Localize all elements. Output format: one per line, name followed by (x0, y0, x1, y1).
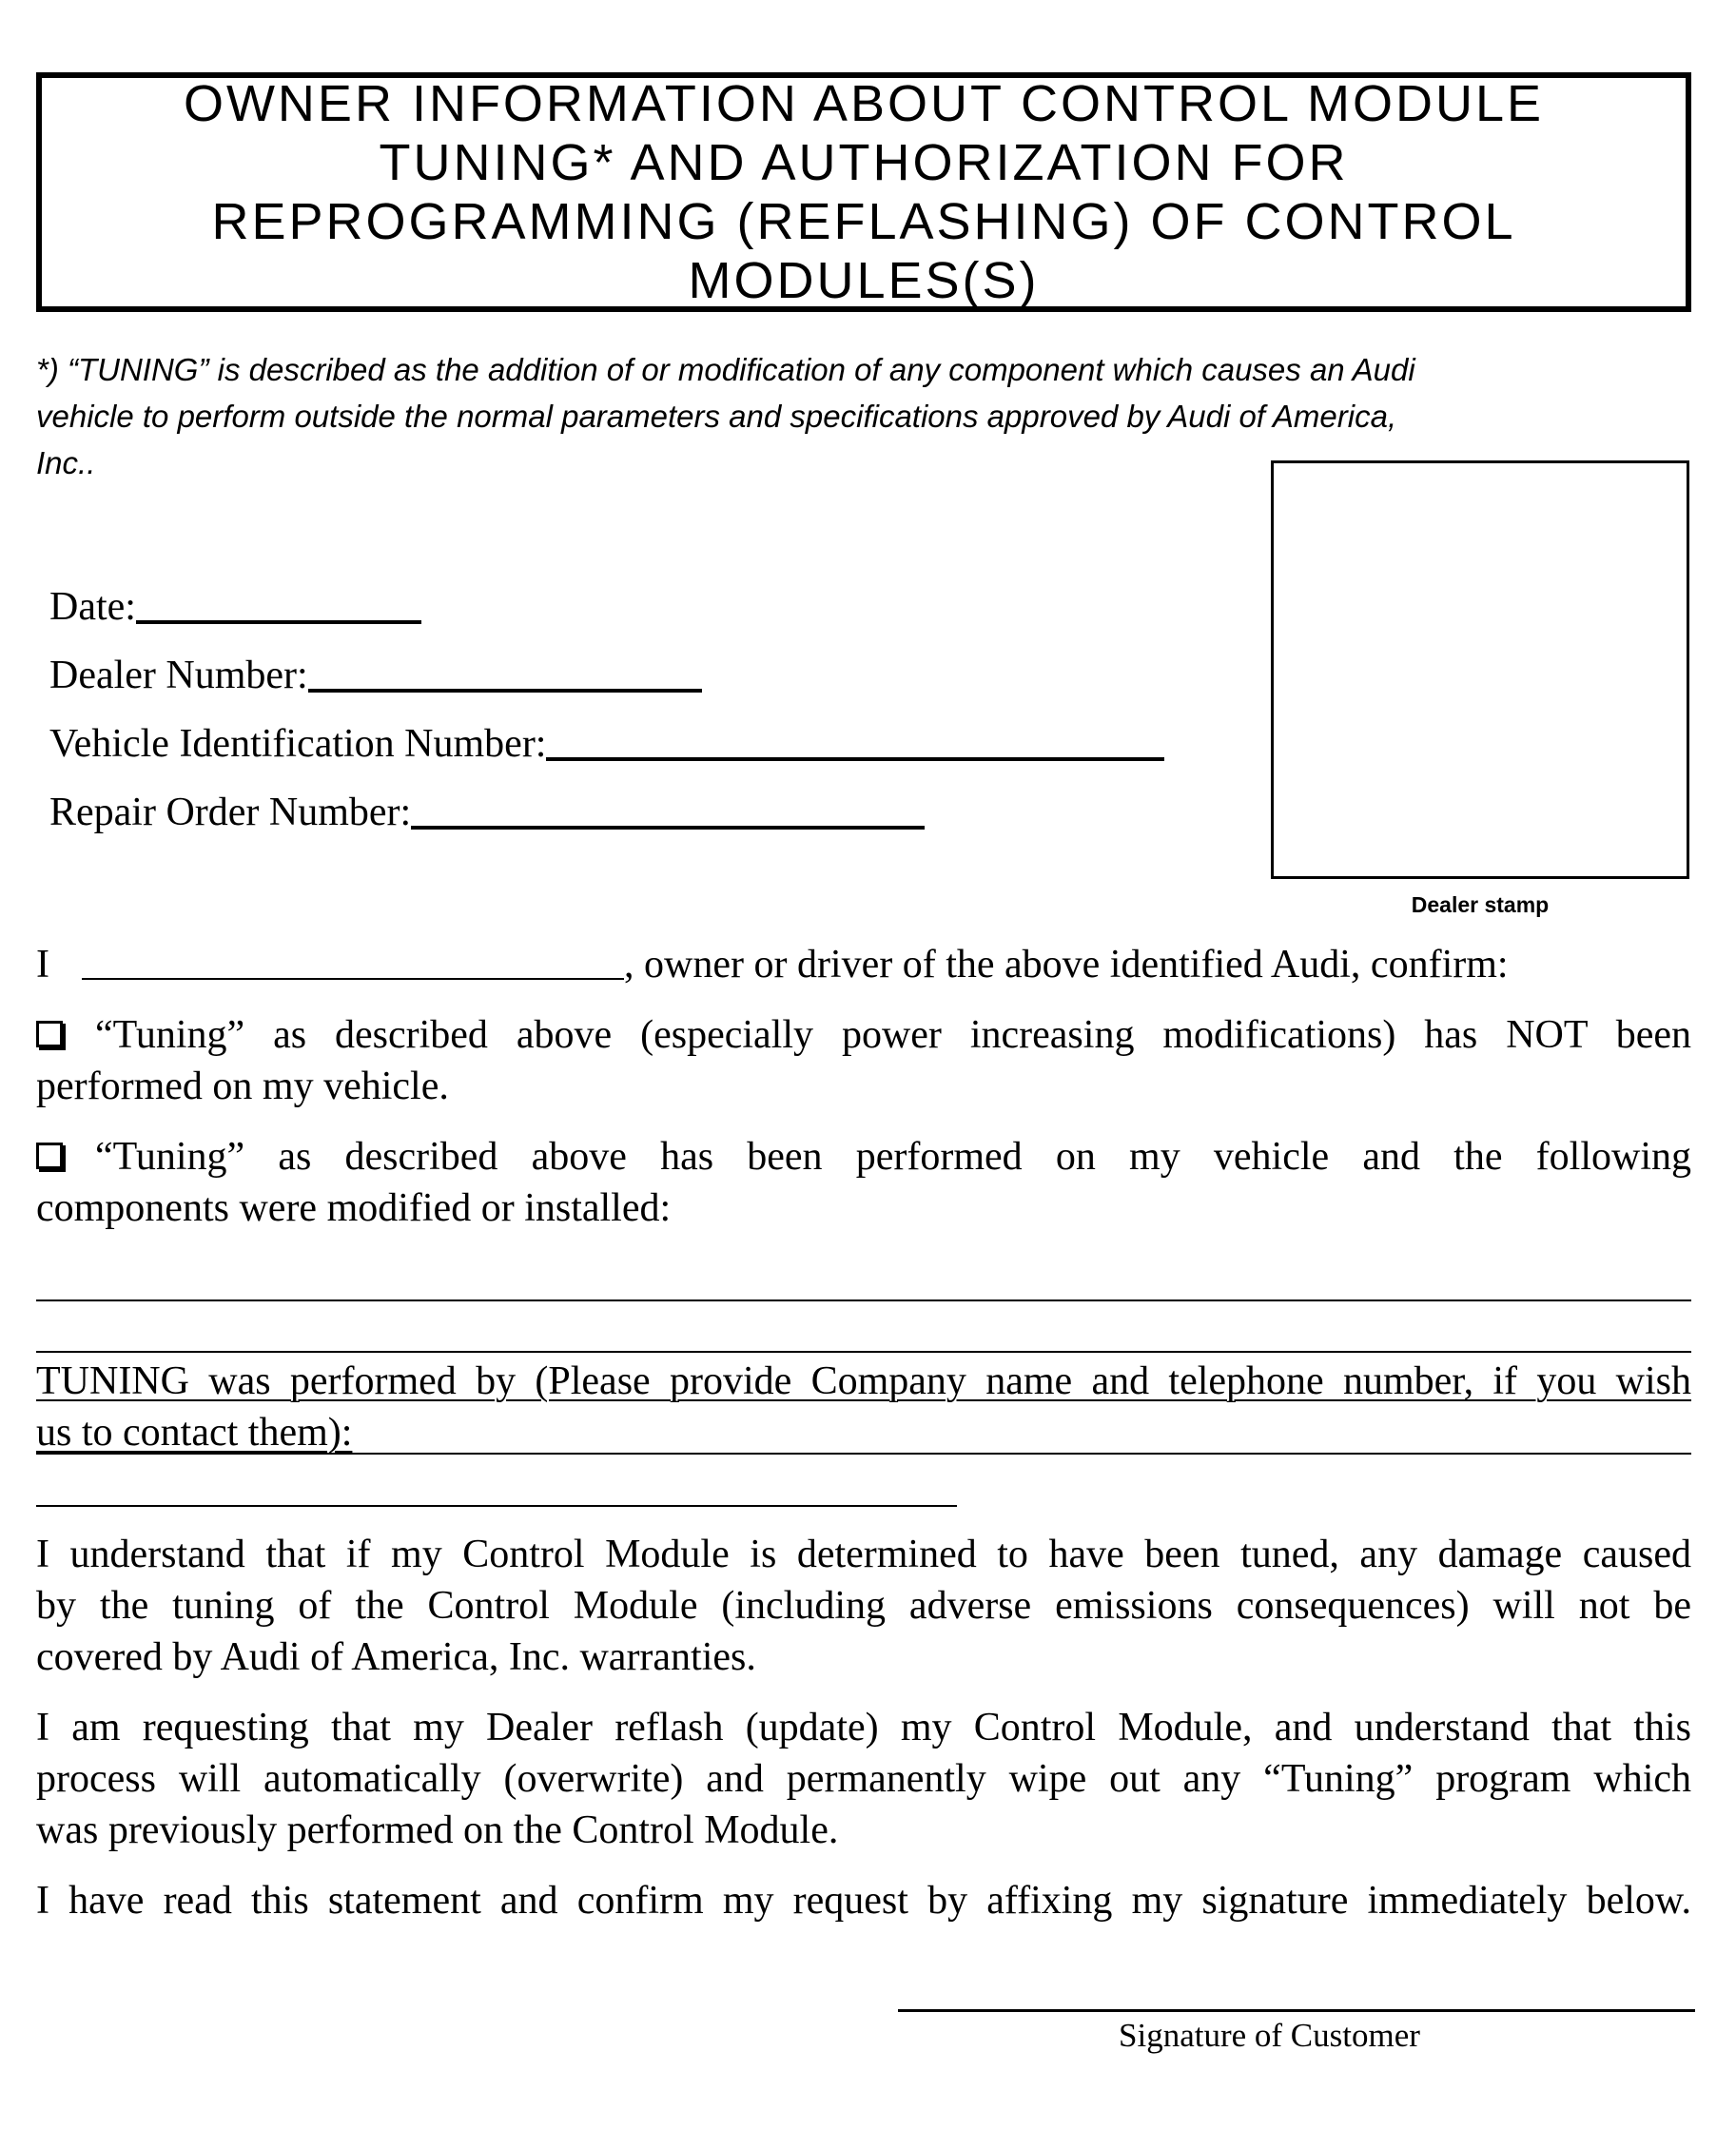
vin-field (49, 721, 1164, 767)
footnote-line: Inc.. (36, 445, 96, 480)
understand-paragraph-line: by the tuning of the Control Module (including adverse emissions consequences) will not be (36, 1584, 1691, 1628)
dealer-number-field (49, 653, 702, 698)
title-line: REPROGRAMMING (REFLASHING) OF CONTROL (211, 193, 1516, 250)
option-not-tuned (36, 1012, 1691, 1058)
owner-confirm (36, 942, 1509, 987)
form-title (36, 72, 1691, 312)
statement-paragraph: I have read this statement and confirm my request by affixing my signature immediately below. (36, 1879, 1691, 1923)
request-paragraph-line: I am requesting that my Dealer reflash (update) my Control Module, and understand that this (36, 1706, 1691, 1749)
dealer-stamp-box (1271, 460, 1689, 879)
confirm-prefix: I (36, 943, 49, 987)
option-not-tuned-text: “Tuning” as described above (especially power increasing modifications) has NOT been (95, 1013, 1691, 1057)
option-tuned-text: “Tuning” as described above has been performed on my vehicle and the following (95, 1135, 1691, 1179)
option-tuned (36, 1134, 1691, 1180)
tuned-checkbox[interactable] (36, 1143, 63, 1169)
tuning-company-input-line[interactable] (36, 1505, 957, 1507)
components-input-line[interactable] (36, 1299, 1691, 1301)
dealer-stamp-label: Dealer stamp (1411, 892, 1550, 917)
repair-order-input-line[interactable] (411, 825, 925, 830)
option-not-tuned-line2: performed on my vehicle. (36, 1065, 449, 1108)
repair-order-label: Repair Order Number: (49, 791, 412, 834)
signature-label: Signature of Customer (1119, 2017, 1420, 2054)
title-line: MODULES(S) (688, 252, 1040, 309)
title-line: OWNER INFORMATION ABOUT CONTROL MODULE (183, 75, 1545, 132)
request-paragraph-line: process will automatically (overwrite) and permanently wipe out any “Tuning” program which (36, 1757, 1691, 1801)
title-line: TUNING* AND AUTHORIZATION FOR (379, 134, 1349, 191)
date-label: Date: (49, 585, 136, 629)
tuning-performed-by-line2: us to contact them): (36, 1411, 353, 1455)
date-input-line[interactable] (136, 619, 421, 624)
dealer-number-input-line[interactable] (308, 688, 702, 693)
understand-paragraph-line: I understand that if my Control Module is determined to have been tuned, any damage caused (36, 1533, 1691, 1576)
components-input-line[interactable] (36, 1351, 1691, 1353)
vin-label: Vehicle Identification Number: (49, 722, 547, 766)
date-field (49, 584, 421, 630)
tuning-company-input-line[interactable] (36, 1453, 1691, 1455)
confirm-suffix: , owner or driver of the above identified Audi, confirm: (624, 943, 1509, 987)
understand-paragraph-line: covered by Audi of America, Inc. warranties. (36, 1635, 756, 1679)
footnote-line: *) “TUNING” is described as the addition of or modification of any component which causes an Audi (36, 352, 1415, 387)
repair-order-field (49, 790, 925, 835)
tuning-performed-by-line1: TUNING was performed by (Please provide Company name and telephone number, if you wish (36, 1359, 1691, 1403)
vin-input-line[interactable] (546, 756, 1164, 761)
signature-input-line[interactable] (898, 2009, 1695, 2012)
owner-name-input-line[interactable] (82, 977, 624, 980)
dealer-number-label: Dealer Number: (49, 654, 308, 697)
footnote-line: vehicle to perform outside the normal parameters and specifications approved by Audi of America, (36, 399, 1397, 434)
option-tuned-line2: components were modified or installed: (36, 1186, 672, 1230)
request-paragraph-line: was previously performed on the Control Module. (36, 1808, 839, 1852)
not-tuned-checkbox[interactable] (36, 1021, 63, 1047)
